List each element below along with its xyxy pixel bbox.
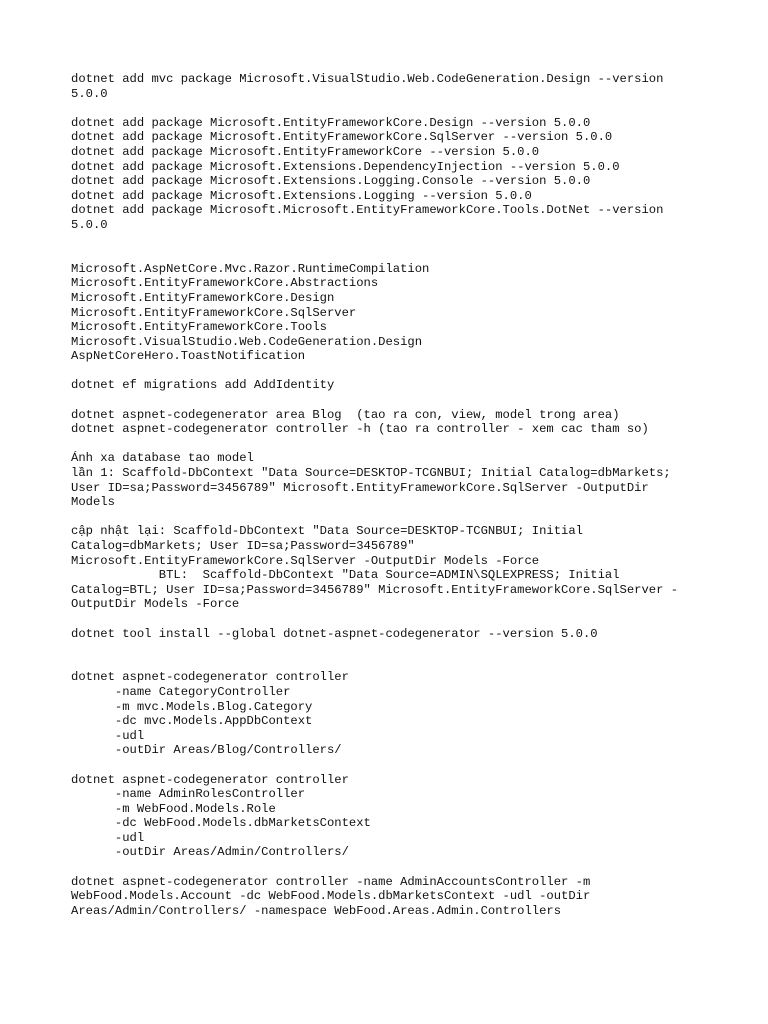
- text-line: Ánh xa database tao model: [71, 451, 254, 466]
- text-line: Models: [71, 495, 115, 510]
- text-line: dotnet aspnet-codegenerator controller: [71, 772, 349, 787]
- text-line: dotnet aspnet-codegenerator controller -h (tao ra controller - xem cac tham so): [71, 422, 649, 437]
- blank-line: [71, 656, 711, 671]
- blank-line: [71, 612, 711, 627]
- text-line: Catalog=BTL; User ID=sa;Password=3456789" Microsoft.EntityFrameworkCore.SqlServer -: [71, 582, 679, 597]
- text-line: dotnet add package Microsoft.Extensions.DependencyInjection --version 5.0.0: [71, 159, 620, 174]
- text-line: dotnet aspnet-codegenerator controller -name AdminAccountsController -m: [71, 874, 591, 889]
- text-line: dotnet ef migrations add AddIdentity: [71, 378, 335, 393]
- blank-line: [71, 364, 711, 379]
- text-line: dotnet add package Microsoft.EntityFrameworkCore.Design --version 5.0.0: [71, 115, 591, 130]
- text-line: Microsoft.EntityFrameworkCore.Abstractions: [71, 276, 379, 291]
- blank-line: [71, 247, 711, 262]
- text-line: dotnet add package Microsoft.EntityFrameworkCore --version 5.0.0: [71, 144, 540, 159]
- text-line: AspNetCoreHero.ToastNotification: [71, 349, 306, 364]
- text-line: Microsoft.EntityFrameworkCore.SqlServer -OutputDir Models -Force: [71, 553, 540, 568]
- text-line: WebFood.Models.Account -dc WebFood.Models.dbMarketsContext -udl -outDir: [71, 889, 591, 904]
- text-line: dotnet aspnet-codegenerator area Blog (tao ra con, view, model trong area): [71, 407, 620, 422]
- text-line: -udl: [71, 830, 145, 845]
- document-page: [71, 72, 711, 918]
- blank-line: [71, 233, 711, 248]
- text-line: dotnet add package Microsoft.Microsoft.EntityFrameworkCore.Tools.DotNet --version: [71, 203, 664, 218]
- blank-line: [71, 101, 711, 116]
- text-line: -dc WebFood.Models.dbMarketsContext: [71, 816, 371, 831]
- text-line: dotnet add mvc package Microsoft.VisualStudio.Web.CodeGeneration.Design --version: [71, 72, 664, 86]
- text-line: User ID=sa;Password=3456789" Microsoft.EntityFrameworkCore.SqlServer -OutputDir: [71, 480, 649, 495]
- text-line: Microsoft.EntityFrameworkCore.SqlServer: [71, 305, 357, 320]
- text-line: -outDir Areas/Admin/Controllers/: [71, 845, 349, 860]
- text-line: dotnet aspnet-codegenerator controller: [71, 670, 349, 685]
- blank-line: [71, 393, 711, 408]
- text-line: BTL: Scaffold-DbContext "Data Source=ADMIN\SQLEXPRESS; Initial: [71, 568, 620, 583]
- text-line: cập nhật lại: Scaffold-DbContext "Data Source=DESKTOP-TCGNBUI; Initial: [71, 524, 583, 539]
- text-line: -name AdminRolesController: [71, 787, 306, 802]
- text-line: 5.0.0: [71, 86, 108, 101]
- text-line: -name CategoryController: [71, 684, 291, 699]
- text-line: dotnet add package Microsoft.EntityFrameworkCore.SqlServer --version 5.0.0: [71, 130, 613, 145]
- blank-line: [71, 860, 711, 875]
- text-line: 5.0.0: [71, 217, 108, 232]
- text-line: -outDir Areas/Blog/Controllers/: [71, 743, 342, 758]
- text-line: OutputDir Models -Force: [71, 597, 240, 612]
- text-line: -udl: [71, 728, 145, 743]
- text-line: -m mvc.Models.Blog.Category: [71, 699, 313, 714]
- text-line: -dc mvc.Models.AppDbContext: [71, 714, 313, 729]
- text-line: Catalog=dbMarkets; User ID=sa;Password=3456789": [71, 539, 415, 553]
- blank-line: [71, 758, 711, 773]
- blank-line: [71, 437, 711, 452]
- text-line: dotnet tool install --global dotnet-aspnet-codegenerator --version 5.0.0: [71, 626, 598, 641]
- text-line: lần 1: Scaffold-DbContext "Data Source=DESKTOP-TCGNBUI; Initial Catalog=dbMarkets;: [71, 466, 671, 481]
- blank-line: [71, 641, 711, 656]
- text-line: dotnet add package Microsoft.Extensions.Logging.Console --version 5.0.0: [71, 174, 591, 189]
- blank-line: [71, 510, 711, 525]
- text-line: Microsoft.AspNetCore.Mvc.Razor.RuntimeCompilation: [71, 261, 430, 276]
- text-line: Microsoft.VisualStudio.Web.CodeGeneration.Design: [71, 334, 423, 349]
- text-line: Areas/Admin/Controllers/ -namespace WebFood.Areas.Admin.Controllers: [71, 903, 562, 918]
- text-line: -m WebFood.Models.Role: [71, 801, 276, 816]
- text-line: Microsoft.EntityFrameworkCore.Design: [71, 290, 335, 305]
- text-line: dotnet add package Microsoft.Extensions.Logging --version 5.0.0: [71, 188, 532, 203]
- text-line: Microsoft.EntityFrameworkCore.Tools: [71, 320, 327, 335]
